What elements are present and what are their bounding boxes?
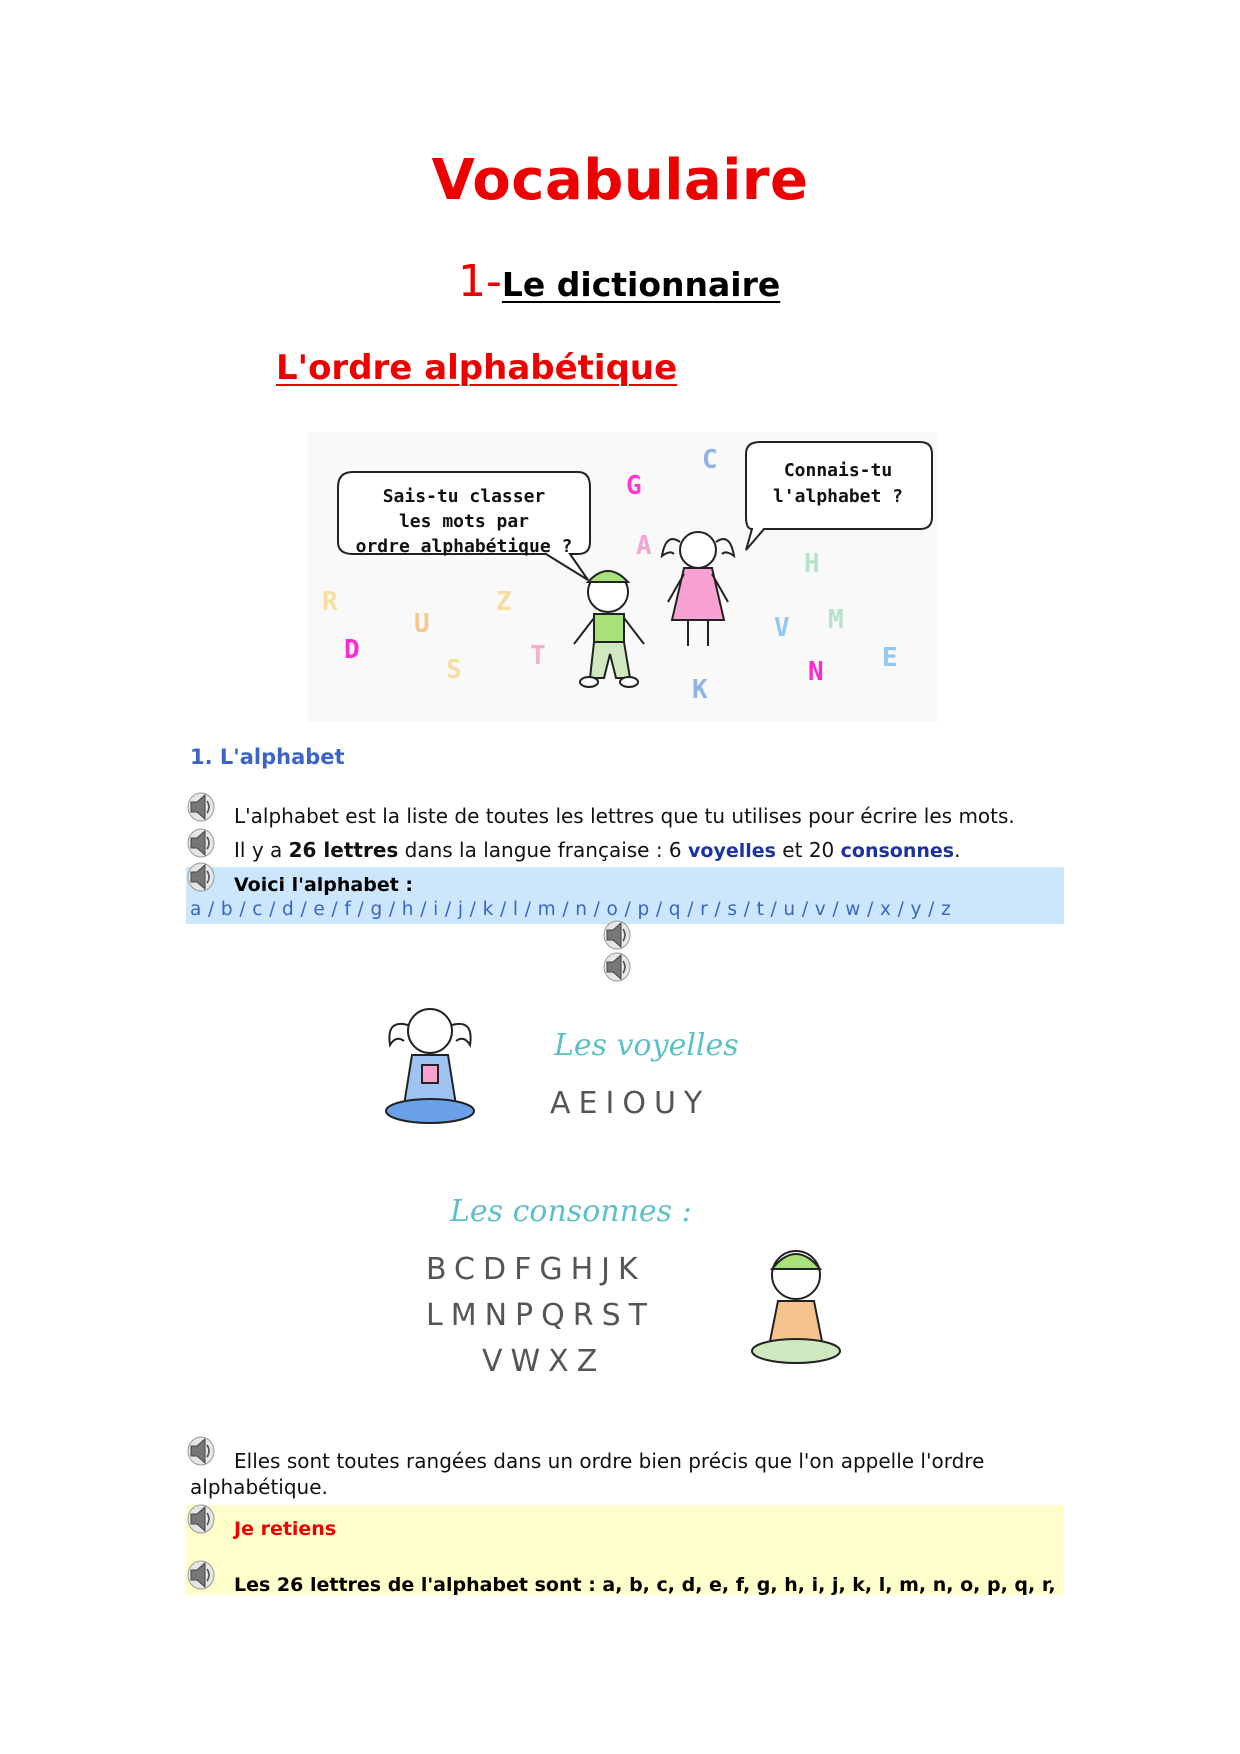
bold-26-lettres: 26 lettres	[288, 838, 399, 862]
lesson-title	[458, 256, 780, 307]
girl-figure	[662, 532, 734, 646]
lesson-name: Le dictionnaire	[501, 265, 781, 304]
text-fragment: Il y a	[234, 838, 289, 862]
consonants-link[interactable]: consonnes	[840, 840, 955, 862]
consonants-label: Les consonnes :	[450, 1194, 692, 1229]
speaker-icon[interactable]	[186, 790, 216, 824]
letter-g: G	[626, 471, 642, 501]
alphabet-list: a / b / c / d / e / f / g / h / i / j / k / l / m / n / o / p / q / r / s / t / u / v / w / x / y / z	[190, 899, 952, 920]
letter-k: K	[692, 675, 708, 705]
letter-v: V	[774, 613, 790, 643]
lesson-number: 1-	[458, 256, 502, 307]
vowels-letters: AEIOUY	[550, 1086, 711, 1121]
vowels-label: Les voyelles :	[554, 1028, 744, 1063]
letter-t: T	[530, 641, 546, 671]
text-fragment: et 20	[775, 838, 841, 862]
order-sentence-cont: alphabétique.	[190, 1475, 328, 1499]
speaker-icon[interactable]	[186, 1502, 216, 1536]
vowels-link[interactable]: voyelles	[688, 840, 776, 862]
text-fragment: dans la langue française : 6	[398, 838, 689, 862]
bubble-right-line-2: l'alphabet ?	[772, 486, 904, 507]
speaker-icon[interactable]	[186, 860, 216, 894]
consonants-row-3: VWXZ	[482, 1344, 606, 1379]
letter-a: A	[636, 531, 652, 561]
letter-n: N	[808, 657, 824, 687]
consonants-row-1: BCDFGHJK	[426, 1252, 646, 1287]
letter-u: U	[414, 609, 430, 639]
speaker-icon[interactable]	[602, 918, 632, 952]
consonants-row-2: LMNPQRST	[426, 1298, 655, 1333]
letter-h: H	[804, 549, 820, 579]
vowels-image	[374, 995, 744, 1135]
alphabet-title: Voici l'alphabet :	[234, 874, 414, 896]
speaker-icon[interactable]	[186, 826, 216, 860]
letter-r: R	[322, 587, 338, 617]
text-fragment: .	[954, 838, 961, 862]
boy-figure	[574, 571, 644, 687]
alphabet-definition: L'alphabet est la liste de toutes les lettres que tu utilises pour écrire les mots.	[234, 804, 1015, 828]
consonants-image	[420, 1185, 860, 1395]
speaker-icon[interactable]	[602, 950, 632, 984]
letter-e: E	[882, 643, 898, 673]
bubble-left-line-3: ordre alphabétique ?	[355, 536, 573, 557]
retiens-label: Je retiens	[234, 1518, 337, 1540]
letter-s: S	[446, 655, 462, 685]
bubble-right-line-1: Connais-tu	[783, 460, 893, 481]
retiens-text: Les 26 lettres de l'alphabet sont : a, b, c, d, e, f, g, h, i, j, k, l, m, n, o, p, q, r,	[234, 1574, 1056, 1596]
speaker-icon[interactable]	[186, 1434, 216, 1468]
lesson-subheading: L'ordre alphabétique	[276, 348, 678, 388]
letters-count-line	[234, 838, 960, 862]
letter-z: Z	[496, 587, 512, 617]
speaker-icon[interactable]	[186, 1558, 216, 1592]
bubble-left-line-2: les mots par	[398, 511, 530, 532]
section-heading-alphabet: 1. L'alphabet	[190, 745, 345, 769]
letter-c: C	[702, 445, 718, 475]
letter-d: D	[344, 635, 360, 665]
bubble-left-line-1: Sais-tu classer	[382, 486, 546, 507]
order-sentence: Elles sont toutes rangées dans un ordre bien précis que l'on appelle l'ordre	[234, 1449, 985, 1473]
boy-sitting-figure	[752, 1251, 840, 1363]
page-title: Vocabulaire	[431, 148, 809, 213]
alphabet-illustration	[308, 432, 938, 722]
letter-m: M	[828, 605, 844, 635]
girl-sitting-figure	[386, 1009, 474, 1123]
